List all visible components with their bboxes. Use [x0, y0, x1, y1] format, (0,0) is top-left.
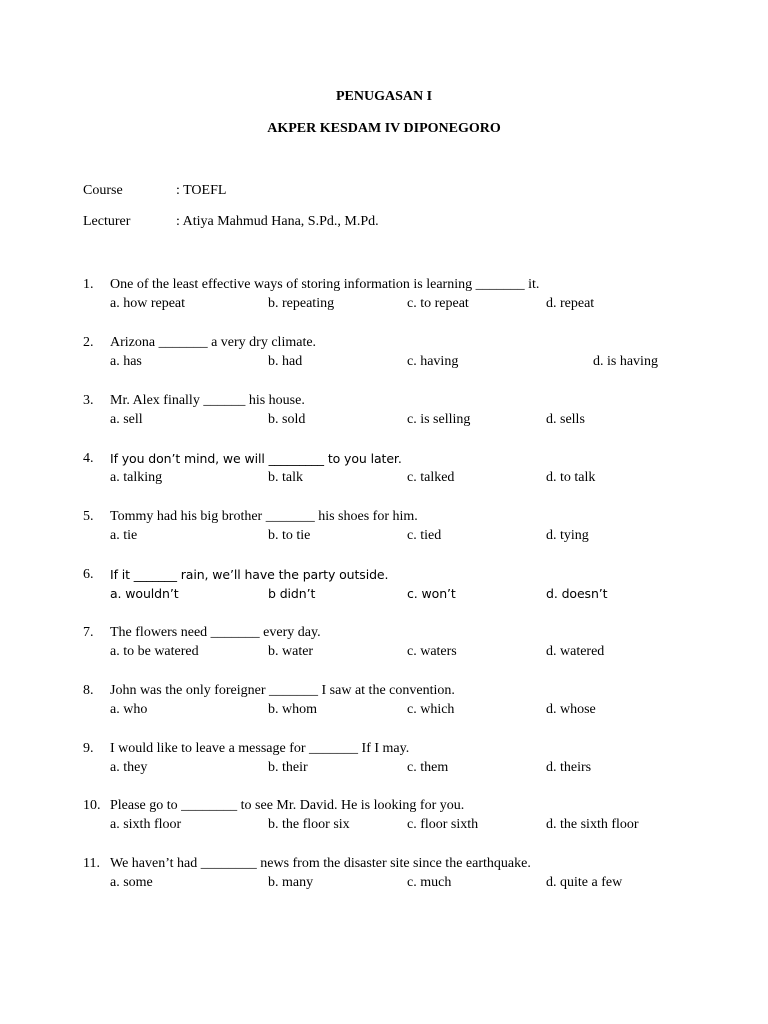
option-b: b. their	[268, 760, 308, 775]
question-item	[0, 276, 768, 316]
option-c: c. waters	[407, 644, 457, 659]
question-text: I would like to leave a message for _______ If I may.	[110, 741, 410, 756]
question-item	[0, 566, 768, 606]
question-item	[0, 334, 768, 374]
option-b: b. talk	[268, 470, 303, 485]
option-c: c. which	[407, 702, 455, 717]
question-item	[0, 450, 768, 490]
option-a: a. talking	[110, 470, 163, 485]
option-c: c. much	[407, 875, 452, 890]
question-number: 7.	[83, 625, 94, 640]
course-value: : TOEFL	[176, 183, 227, 198]
option-b: b. to tie	[268, 528, 311, 543]
option-a: a. has	[110, 354, 142, 369]
option-b: b. had	[268, 354, 303, 369]
option-d: d. theirs	[546, 760, 592, 775]
option-d: d. is having	[593, 354, 658, 369]
option-b: b. repeating	[268, 296, 335, 311]
question-text: We haven’t had ________ news from the disaster site since the earthquake.	[110, 856, 531, 871]
option-d: d. whose	[546, 702, 596, 717]
option-a: a. how repeat	[110, 296, 186, 311]
option-a: a. sixth floor	[110, 817, 182, 832]
question-number: 6.	[83, 567, 94, 582]
question-number: 2.	[83, 335, 94, 350]
option-b: b. water	[268, 644, 314, 659]
question-text: Tommy had his big brother _______ his shoes for him.	[110, 509, 418, 524]
option-a: a. they	[110, 760, 148, 775]
option-a: a. wouldn’t	[110, 586, 179, 601]
lecturer-value: : Atiya Mahmud Hana, S.Pd., M.Pd.	[176, 214, 379, 229]
option-a: a. some	[110, 875, 153, 890]
question-item	[0, 392, 768, 432]
question-text: John was the only foreigner _______ I saw at the convention.	[110, 683, 455, 698]
option-c: c. having	[407, 354, 459, 369]
question-item	[0, 624, 768, 664]
option-b: b. the floor six	[268, 817, 350, 832]
option-d: d. tying	[546, 528, 589, 543]
question-number: 9.	[83, 741, 94, 756]
question-text: Please go to ________ to see Mr. David. He is looking for you.	[110, 798, 465, 813]
question-text: Mr. Alex finally ______ his house.	[110, 393, 305, 408]
question-item	[0, 508, 768, 548]
question-item	[0, 740, 768, 780]
question-number: 4.	[83, 451, 94, 466]
option-b: b. many	[268, 875, 314, 890]
question-item	[0, 855, 768, 895]
option-c: c. tied	[407, 528, 442, 543]
question-number: 1.	[83, 277, 94, 292]
option-d: d. repeat	[546, 296, 595, 311]
institution-title: AKPER KESDAM IV DIPONEGORO	[267, 121, 501, 136]
option-a: a. sell	[110, 412, 143, 427]
option-c: c. talked	[407, 470, 455, 485]
option-c: c. is selling	[407, 412, 471, 427]
option-d: d. quite a few	[546, 875, 623, 890]
question-number: 3.	[83, 393, 94, 408]
option-c: c. floor sixth	[407, 817, 479, 832]
option-d: d. doesn’t	[546, 586, 608, 601]
option-d: d. watered	[546, 644, 605, 659]
option-c: c. to repeat	[407, 296, 469, 311]
option-a: a. tie	[110, 528, 138, 543]
question-text: Arizona _______ a very dry climate.	[110, 335, 317, 350]
question-number: 5.	[83, 509, 94, 524]
question-text: The flowers need _______ every day.	[110, 625, 321, 640]
question-item	[0, 797, 768, 837]
option-d: d. sells	[546, 412, 585, 427]
option-b: b didn’t	[268, 586, 316, 601]
course-label: Course	[83, 183, 123, 198]
option-b: b. sold	[268, 412, 306, 427]
document-title: PENUGASAN I	[335, 89, 433, 104]
question-number: 11.	[83, 856, 100, 871]
option-d: d. to talk	[546, 470, 596, 485]
question-number: 10.	[83, 798, 101, 813]
option-a: a. to be watered	[110, 644, 199, 659]
option-a: a. who	[110, 702, 148, 717]
question-text: If you don’t mind, we will _________ to you later.	[110, 451, 402, 466]
option-b: b. whom	[268, 702, 317, 717]
question-text: If it _______ rain, we’ll have the party outside.	[110, 567, 389, 582]
question-number: 8.	[83, 683, 94, 698]
question-item	[0, 682, 768, 722]
option-c: c. won’t	[407, 586, 456, 601]
question-text: One of the least effective ways of storing information is learning _______ it.	[110, 277, 540, 292]
option-c: c. them	[407, 760, 449, 775]
option-d: d. the sixth floor	[546, 817, 639, 832]
lecturer-label: Lecturer	[83, 214, 131, 229]
